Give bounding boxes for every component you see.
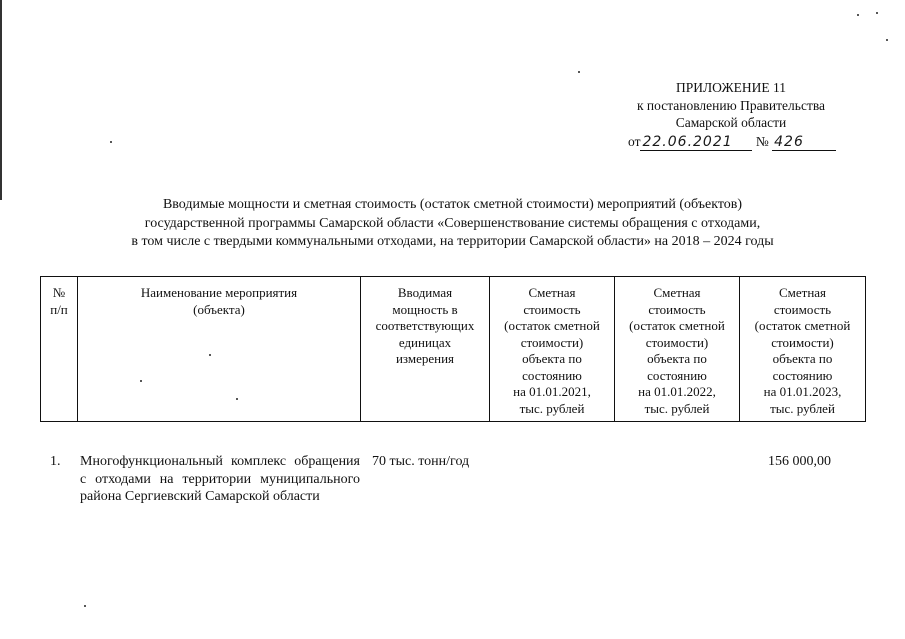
row-1-power: 70 тыс. тонн/год [372,454,470,469]
header-cell-cost-2023: Сметная стоимость (остаток сметной стоимости) объекта по состоянию на 01.01.2023, тыс. рублей [740,277,866,422]
appendix-title: ПРИЛОЖЕНИЕ 11 [675,80,787,95]
header-table [40,276,866,422]
scan-edge-mark [0,0,2,200]
header-cell-cost-2022: Сметная стоимость (остаток сметной стоимости) объекта по состоянию на 01.01.2022, тыс. рублей [615,277,740,422]
header-cell-number: № п/п [41,277,78,422]
table-header-row [41,277,866,422]
title-line-2: государственной программы Самарской области «Совершенствование системы обращения с отходами, [144,215,761,231]
appendix-region: Самарской области [675,115,787,130]
header-cell-power: Вводимая мощность в соответствующих единицах измерения [361,277,490,422]
row-1-number: 1. [50,454,61,469]
date-prefix: от [628,133,641,149]
date-number-line [590,133,872,151]
header-cell-name: Наименование мероприятия (объекта) [78,277,361,422]
appendix-subtitle: к постановлению Правительства [636,97,826,113]
title-line-1: Вводимые мощности и сметная стоимость (остаток сметной стоимости) мероприятий (объектов) [162,197,743,212]
row-1-name: Многофункциональный комплекс обращения с отходами на территории муниципального района Сергиевский Самарской области [80,454,360,504]
row-1-cost-2023: 156 000,00 [768,454,831,469]
document-title [40,196,865,252]
handwritten-number: 426 [772,135,836,151]
handwritten-date: 22.06.2021 [640,135,752,151]
header-cell-cost-2021: Сметная стоимость (остаток сметной стоимости) объекта по состоянию на 01.01.2021, тыс. рублей [490,277,615,422]
number-prefix: № [755,133,769,149]
title-line-3: в том числе с твердыми коммунальными отходами, на территории Самарской области» на 2018 – 2024 годы [131,234,774,249]
appendix-block [590,79,872,151]
